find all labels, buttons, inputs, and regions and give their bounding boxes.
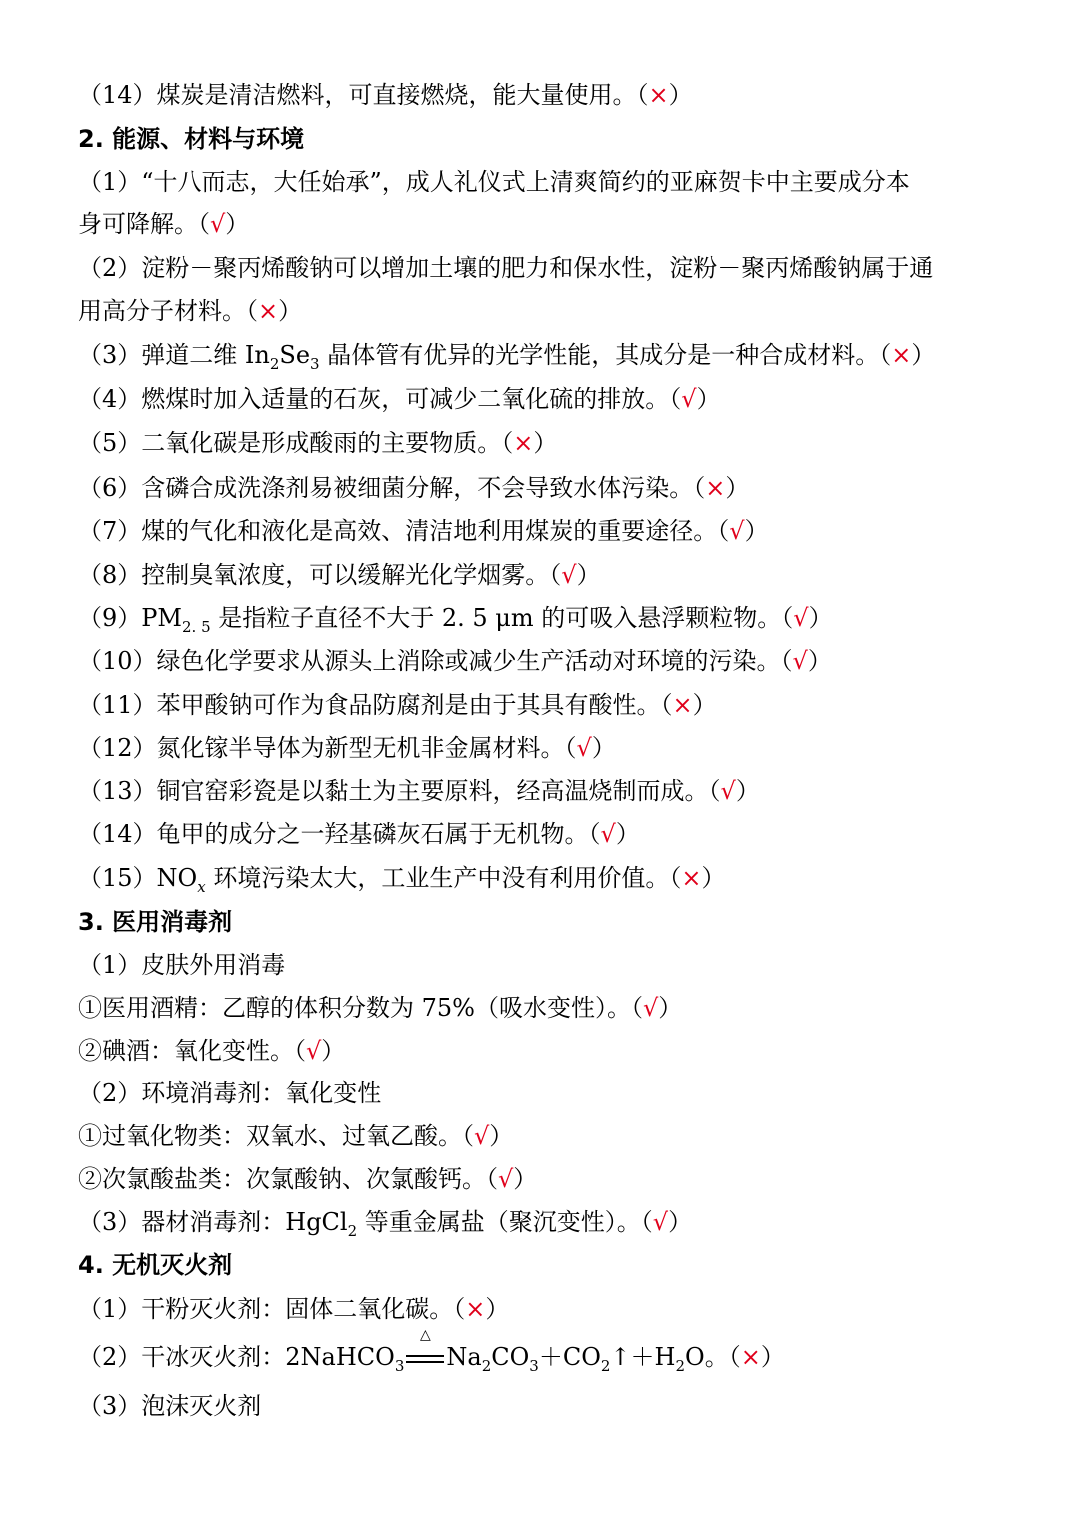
- correct-mark: √: [498, 1165, 514, 1193]
- item-sodium-benzoate: （11）苯甲酸钠可作为食品防腐剂是由于其具有酸性。（×）: [78, 691, 717, 719]
- item-starch-polymer-line2: 用高分子材料。（×）: [78, 297, 303, 325]
- item-coal-clean-fuel: （14）煤炭是清洁燃料，可直接燃烧，能大量使用。（×）: [78, 81, 693, 109]
- correct-mark: √: [210, 210, 226, 238]
- subheading-skin-disinfection: （1）皮肤外用消毒: [78, 951, 286, 979]
- wrong-mark: ×: [681, 864, 702, 892]
- item-medical-alcohol: ①医用酒精：乙醇的体积分数为 75%（吸水变性）。（√）: [78, 994, 683, 1022]
- item-green-chemistry: （10）绿色化学要求从源头上消除或减少生产活动对环境的污染。（√）: [78, 647, 832, 675]
- correct-mark: √: [792, 647, 808, 675]
- subheading-environment-disinfectant: （2）环境消毒剂：氧化变性: [78, 1079, 382, 1107]
- correct-mark: √: [474, 1122, 490, 1150]
- item-iodine-tincture: ②碘酒：氧化变性。（√）: [78, 1037, 346, 1065]
- section-heading-energy: 2. 能源、材料与环境: [78, 125, 305, 153]
- correct-mark: √: [642, 994, 659, 1022]
- correct-mark: √: [652, 1208, 669, 1236]
- heat-triangle-icon: △: [419, 1327, 431, 1343]
- section-heading-disinfectants: 3. 医用消毒剂: [78, 908, 233, 936]
- wrong-mark: ×: [258, 297, 279, 325]
- wrong-mark: ×: [891, 341, 912, 369]
- wrong-mark: ×: [705, 474, 726, 502]
- correct-mark: √: [561, 561, 577, 589]
- item-coal-gasification: （7）煤的气化和液化是高效、清洁地利用煤炭的重要途径。（√）: [78, 517, 769, 545]
- item-co2-acid-rain: （5）二氧化碳是形成酸雨的主要物质。（×）: [78, 429, 558, 457]
- wrong-mark: ×: [648, 81, 669, 109]
- item-pm25: $(9)PM_{2. 5}$ 是指粒子直径不大于 2. 5 μm 的可吸入悬浮颗粒物。（√）: [78, 604, 833, 636]
- correct-mark: √: [306, 1037, 322, 1065]
- item-hgcl2: （3）器材消毒剂：HgCl$_2$ 等重金属盐（聚沉变性）。（√）: [78, 1208, 693, 1240]
- heating-equals-sign: [404, 1327, 446, 1372]
- item-tortoise-shell: （14）龟甲的成分之一羟基磷灰石属于无机物。（√）: [78, 820, 640, 848]
- item-hypochlorites: ②次氯酸盐类：次氯酸钠、次氯酸钙。（√）: [78, 1165, 538, 1193]
- subheading-foam-extinguisher: （3）泡沫灭火剂: [78, 1392, 262, 1420]
- item-linen-card-line1: （1）“十八而志，大任始承”，成人礼仪式上清爽简约的亚麻贺卡中主要成分本: [78, 168, 910, 196]
- item-dry-powder: （1）干粉灭火剂：固体二氧化碳。（×）: [78, 1295, 510, 1323]
- wrong-mark: ×: [740, 1343, 761, 1371]
- item-in2se3-transistor: （3）弹道二维 $In_2Se_3$ 晶体管有优异的光学性能，其成分是一种合成材料。（×）: [78, 341, 936, 373]
- item-dry-ice-equation: （2）干冰灭火剂：2NaHCO$_3$ △ $Na_2CO_3+CO_2↑+H_2O$。（×）: [78, 1327, 785, 1375]
- correct-mark: √: [793, 604, 809, 632]
- item-coal-lime: （4）燃煤时加入适量的石灰，可减少二氧化硫的排放。（√）: [78, 385, 721, 413]
- item-phosphate-detergent: （6）含磷合成洗涤剂易被细菌分解，不会导致水体污染。（×）: [78, 474, 750, 502]
- correct-mark: √: [729, 517, 745, 545]
- wrong-mark: ×: [672, 691, 693, 719]
- item-ozone-smog: （8）控制臭氧浓度，可以缓解光化学烟雾。（√）: [78, 561, 601, 589]
- correct-mark: √: [600, 820, 616, 848]
- item-porcelain: （13）铜官窑彩瓷是以黏土为主要原料，经高温烧制而成。（√）: [78, 777, 760, 805]
- wrong-mark: ×: [513, 429, 534, 457]
- item-peroxides: ①过氧化物类：双氧水、过氧乙酸。（√）: [78, 1122, 514, 1150]
- correct-mark: √: [681, 385, 697, 413]
- correct-mark: √: [576, 734, 592, 762]
- section-heading-extinguishers: 4. 无机灭火剂: [78, 1251, 233, 1279]
- item-starch-polymer-line1: （2）淀粉－聚丙烯酸钠可以增加土壤的肥力和保水性，淀粉－聚丙烯酸钠属于通: [78, 254, 934, 282]
- item-gan-semiconductor: （12）氮化镓半导体为新型无机非金属材料。（√）: [78, 734, 616, 762]
- item-nox: $(15)NO_x$ 环境污染太大，工业生产中没有利用价值。（×）: [78, 864, 726, 896]
- correct-mark: √: [720, 777, 736, 805]
- item-linen-card-line2: 身可降解。（√）: [78, 210, 250, 238]
- wrong-mark: ×: [465, 1295, 486, 1323]
